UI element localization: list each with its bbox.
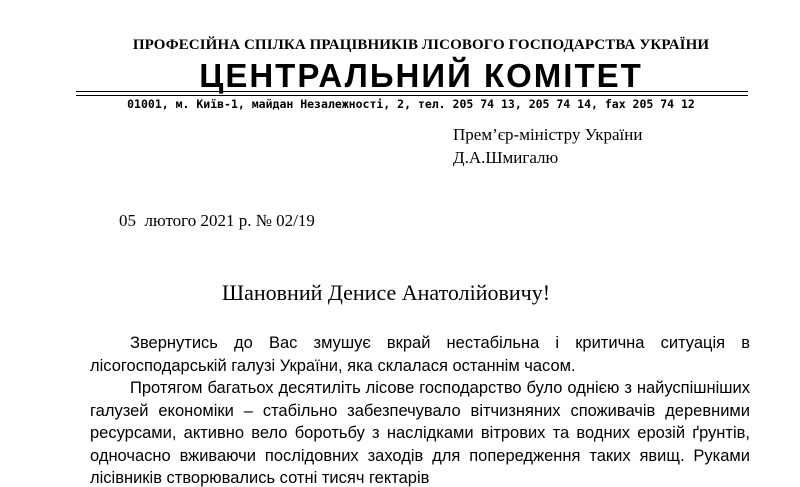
letter-date-number: 05 лютого 2021 р. № 02/19 bbox=[119, 211, 315, 230]
recipient-position: Прем’єр-міністру України bbox=[453, 125, 643, 144]
body-paragraph-2: Протягом багатьох десятиліть лісове господарство було однією з найуспішніших галузей економіки – стабільно забезпечувало вітчизняних споживачів деревними ресурсами, активно вело боротьбу з наслідками вітрових та водних ерозій ґрунтів, одночасно вживаючи послідовних заходів для попередження таких явищ. Руками лісівників створювались сотні тисяч гектарів bbox=[90, 379, 750, 487]
organization-name: ПРОФЕСІЙНА СПІЛКА ПРАЦІВНИКІВ ЛІСОВОГО ГОСПОДАРСТВА УКРАЇНИ bbox=[132, 37, 710, 53]
salutation: Шановний Денисе Анатолійовичу! bbox=[221, 280, 551, 305]
letter-body bbox=[90, 332, 750, 487]
body-paragraph-1: Звернутись до Вас змушує вкрай нестабільна і критична ситуація в лісогосподарській галузі України, яка склалася останнім часом. bbox=[90, 334, 750, 375]
recipient-name: Д.А.Шмигалю bbox=[453, 148, 559, 167]
letterhead-divider-bottom bbox=[76, 95, 748, 96]
committee-title: ЦЕНТРАЛЬНИЙ КОМІТЕТ bbox=[199, 57, 643, 94]
letterhead-divider-top bbox=[76, 91, 748, 92]
organization-address: 01001, м. Київ-1, майдан Незалежності, 2, тел. 205 74 13, 205 74 14, fax 205 74 12 bbox=[127, 97, 695, 111]
